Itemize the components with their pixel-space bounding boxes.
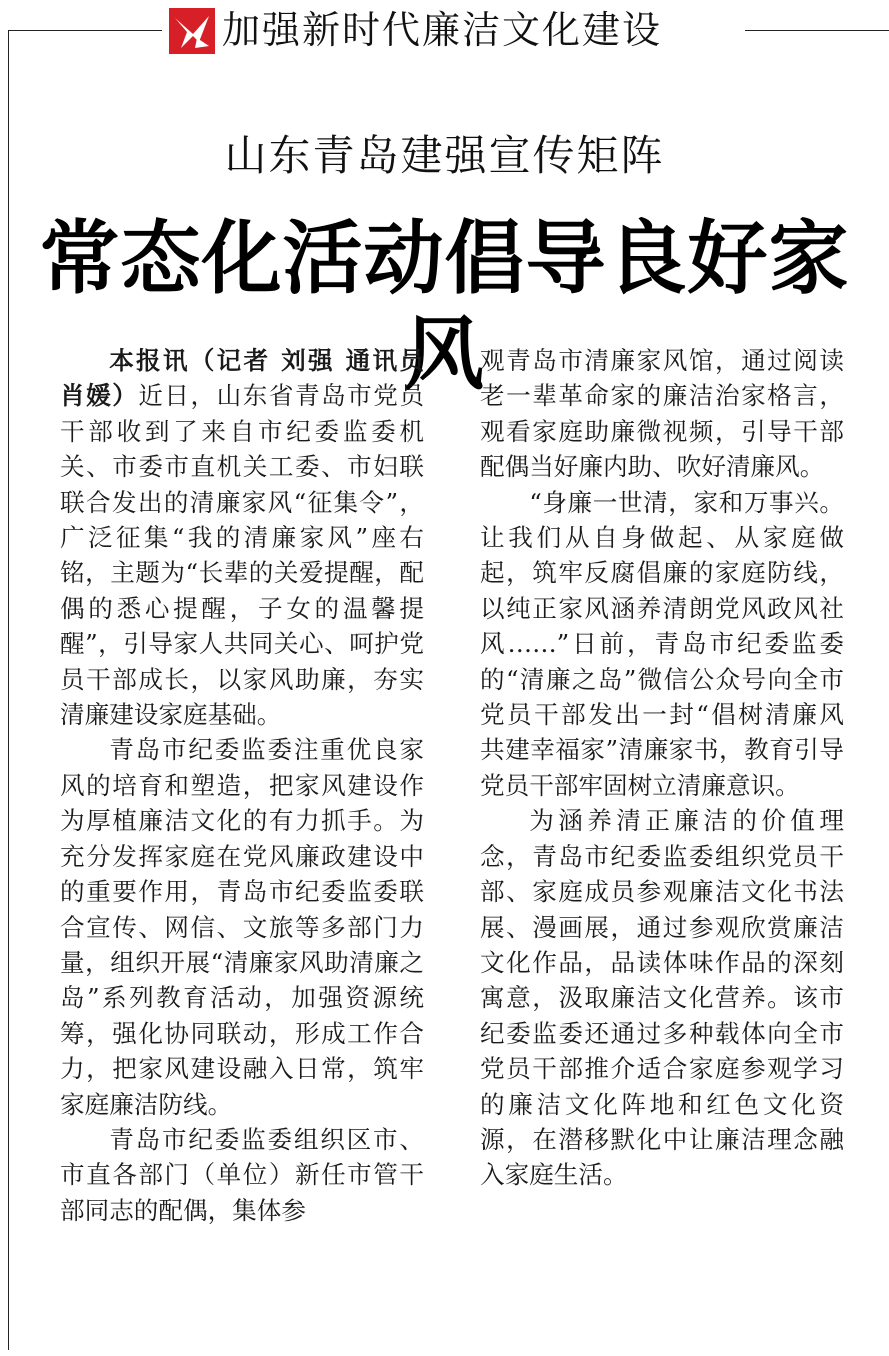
article-headline: 常态化活动倡导良好家风 — [39, 211, 850, 401]
red-swallow-logo-icon — [169, 8, 215, 54]
header-rule-left — [8, 30, 162, 31]
article-subtitle: 山东青岛建强宣传矩阵 — [224, 131, 665, 180]
article-column-2 — [480, 343, 844, 1193]
section-title: 加强新时代廉洁文化建设 — [222, 8, 663, 52]
paragraph-3: 青岛市纪委监委组织区市、市直各部门（单位）新任市管干部同志的配偶，集体参 — [60, 1124, 424, 1225]
paragraph-2: 青岛市纪委监委注重优良家风的培育和塑造，把家风建设作为厚植廉洁文化的有力抓手。为充分发挥家庭在党风廉政建设中的重要作用，青岛市纪委监委联合宣传、网信、文旅等多部门力量，组织开展“清廉家风助清廉之岛”系列教育活动，加强资源统筹，强化协同联动，形成工作合力，把家风建设融入日常，筑牢家庭廉洁防线。 — [60, 735, 424, 1119]
header-rule-right — [745, 30, 889, 31]
paragraph-5: 为涵养清正廉洁的价值理念，青岛市纪委监委组织党员干部、家庭成员参观廉洁文化书法展、漫画展，通过参观欣赏廉洁文化作品，品读体味作品的深刻寓意，汲取廉洁文化营养。该市纪委监委还通过多种载体向全市党员干部推介适合家庭参观学习的廉洁文化阵地和红色文化资源，在潜移默化中让廉洁理念融入家庭生活。 — [480, 806, 844, 1190]
article-column-1 — [60, 343, 424, 1228]
paragraph-3-continued: 观青岛市清廉家风馆，通过阅读老一辈革命家的廉洁治家格言，观看家庭助廉微视频，引导干部配偶当好廉内助、吹好清廉风。 — [480, 346, 844, 482]
paragraph-1 — [60, 343, 424, 732]
byline: 本报讯（记者 刘强 通讯员 肖媛） — [60, 346, 424, 411]
paragraph-4: “身廉一世清，家和万事兴。让我们从自身做起、从家庭做起，筑牢反腐倡廉的家庭防线，以纯正家风涵养清朗党风政风社风……”日前，青岛市纪委监委的“清廉之岛”微信公众号向全市党员干部发出一封“倡树清廉风 共建幸福家”清廉家书，教育引导党员干部牢固树立清廉意识。 — [480, 487, 844, 800]
paragraph-1-text: 近日，山东省青岛市党员干部收到了来自市纪委监委机关、市委市直机关工委、市妇联联合发出的清廉家风“征集令”，广泛征集“我的清廉家风”座右铭，主题为“长辈的关爱提醒，配偶的悉心提醒，子女的温馨提醒”，引导家人共同关心、呵护党员干部成长，以家风助廉，夯实清廉建设家庭基础。 — [60, 381, 424, 730]
